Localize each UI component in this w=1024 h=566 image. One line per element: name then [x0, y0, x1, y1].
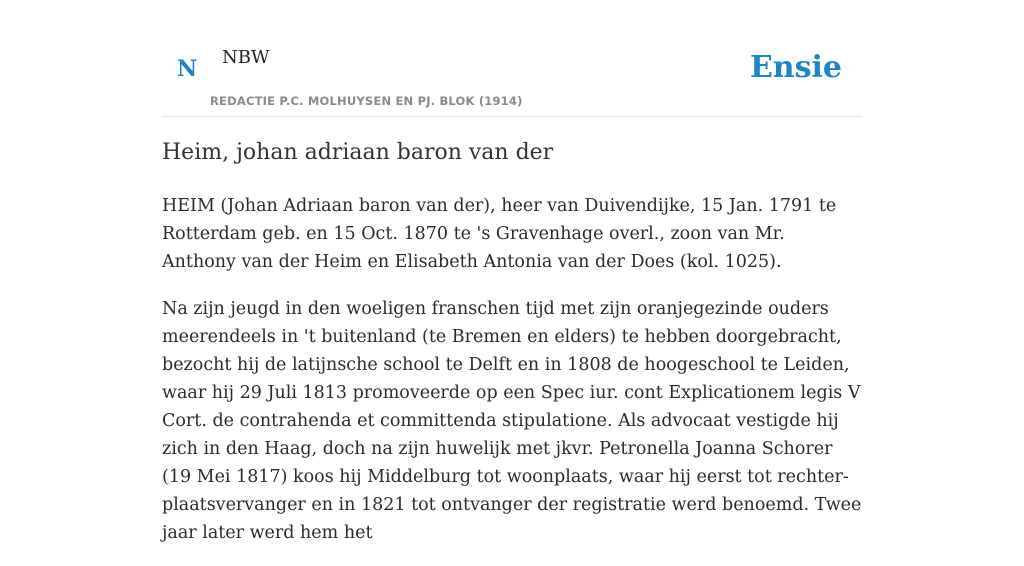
source-subtitle: REDACTIE P.C. MOLHUYSEN EN PJ. BLOK (1914)	[210, 94, 523, 108]
article-paragraph: Na zijn jeugd in den woeligen franschen tijd met zijn oranjegezinde ouders meerendeels in 't buitenland (te Bremen en elders) te hebben doorgebracht, bezocht hij de latijnsche school te Delft en in 1808 de hoogeschool te Leiden, waar hij 29 Juli 1813 promoveerde op een Spec iur. cont Explicationem legis V Cort. de contrahenda et committenda stipulatione. Als advocaat vestigde hij zich in den Haag, doch na zijn huwelijk met jkvr. Petronella Joanna Schorer (19 Mei 1817) koos hij Middelburg tot woonplaats, waar hij eerst tot rechter-plaatsvervanger en in 1821 tot ontvanger der registratie werd benoemd. Twee jaar later werd hem het	[162, 299, 862, 543]
article-body	[162, 192, 862, 566]
article-paragraph: HEIM (Johan Adriaan baron van der), heer van Duivendijke, 15 Jan. 1791 te Rotterdam geb. en 15 Oct. 1870 te 's Gravenhage overl., zoon van Mr. Anthony van der Heim en Elisabeth Antonia van der Does (kol. 1025).	[162, 196, 837, 272]
source-name[interactable]: NBW	[222, 47, 270, 68]
brand-logo-link[interactable]: Ensie	[749, 50, 842, 85]
source-logo-icon[interactable]: N	[177, 56, 198, 82]
site-header	[162, 0, 862, 117]
article-title: Heim, johan adriaan baron van der	[162, 140, 554, 165]
